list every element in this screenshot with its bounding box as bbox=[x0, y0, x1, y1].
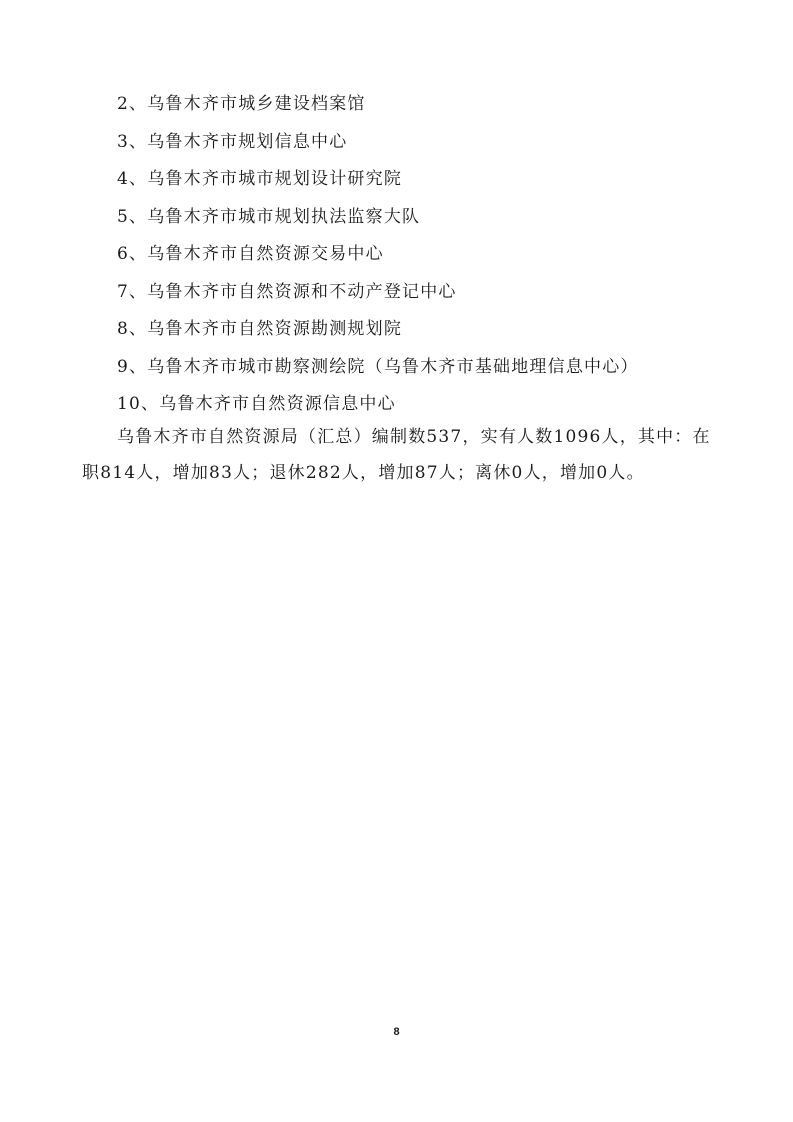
list-item: 5、乌鲁木齐市城市规划执法监察大队 bbox=[117, 206, 421, 227]
list-item: 7、乌鲁木齐市自然资源和不动产登记中心 bbox=[117, 281, 457, 302]
list-item: 4、乌鲁木齐市城市规划设计研究院 bbox=[117, 169, 403, 189]
page-number: 8 bbox=[393, 1026, 400, 1038]
list-item: 9、乌鲁木齐市城市勘察测绘院（乌鲁木齐市基础地理信息中心） bbox=[117, 356, 639, 377]
list-item: 8、乌鲁木齐市自然资源勘测规划院 bbox=[117, 319, 403, 339]
staffing-summary-paragraph: 乌鲁木齐市自然资源局（汇总）编制数537，实有人数1096人，其中：在职814人，增加83人；退休282人，增加87人；离休0人，增加0人。 bbox=[82, 427, 711, 483]
list-item: 10、乌鲁木齐市自然资源信息中心 bbox=[117, 394, 396, 414]
list-item: 3、乌鲁木齐市规划信息中心 bbox=[117, 131, 348, 152]
list-item: 6、乌鲁木齐市自然资源交易中心 bbox=[117, 244, 384, 264]
affiliated-units-list bbox=[117, 86, 717, 424]
list-item: 2、乌鲁木齐市城乡建设档案馆 bbox=[117, 94, 366, 114]
